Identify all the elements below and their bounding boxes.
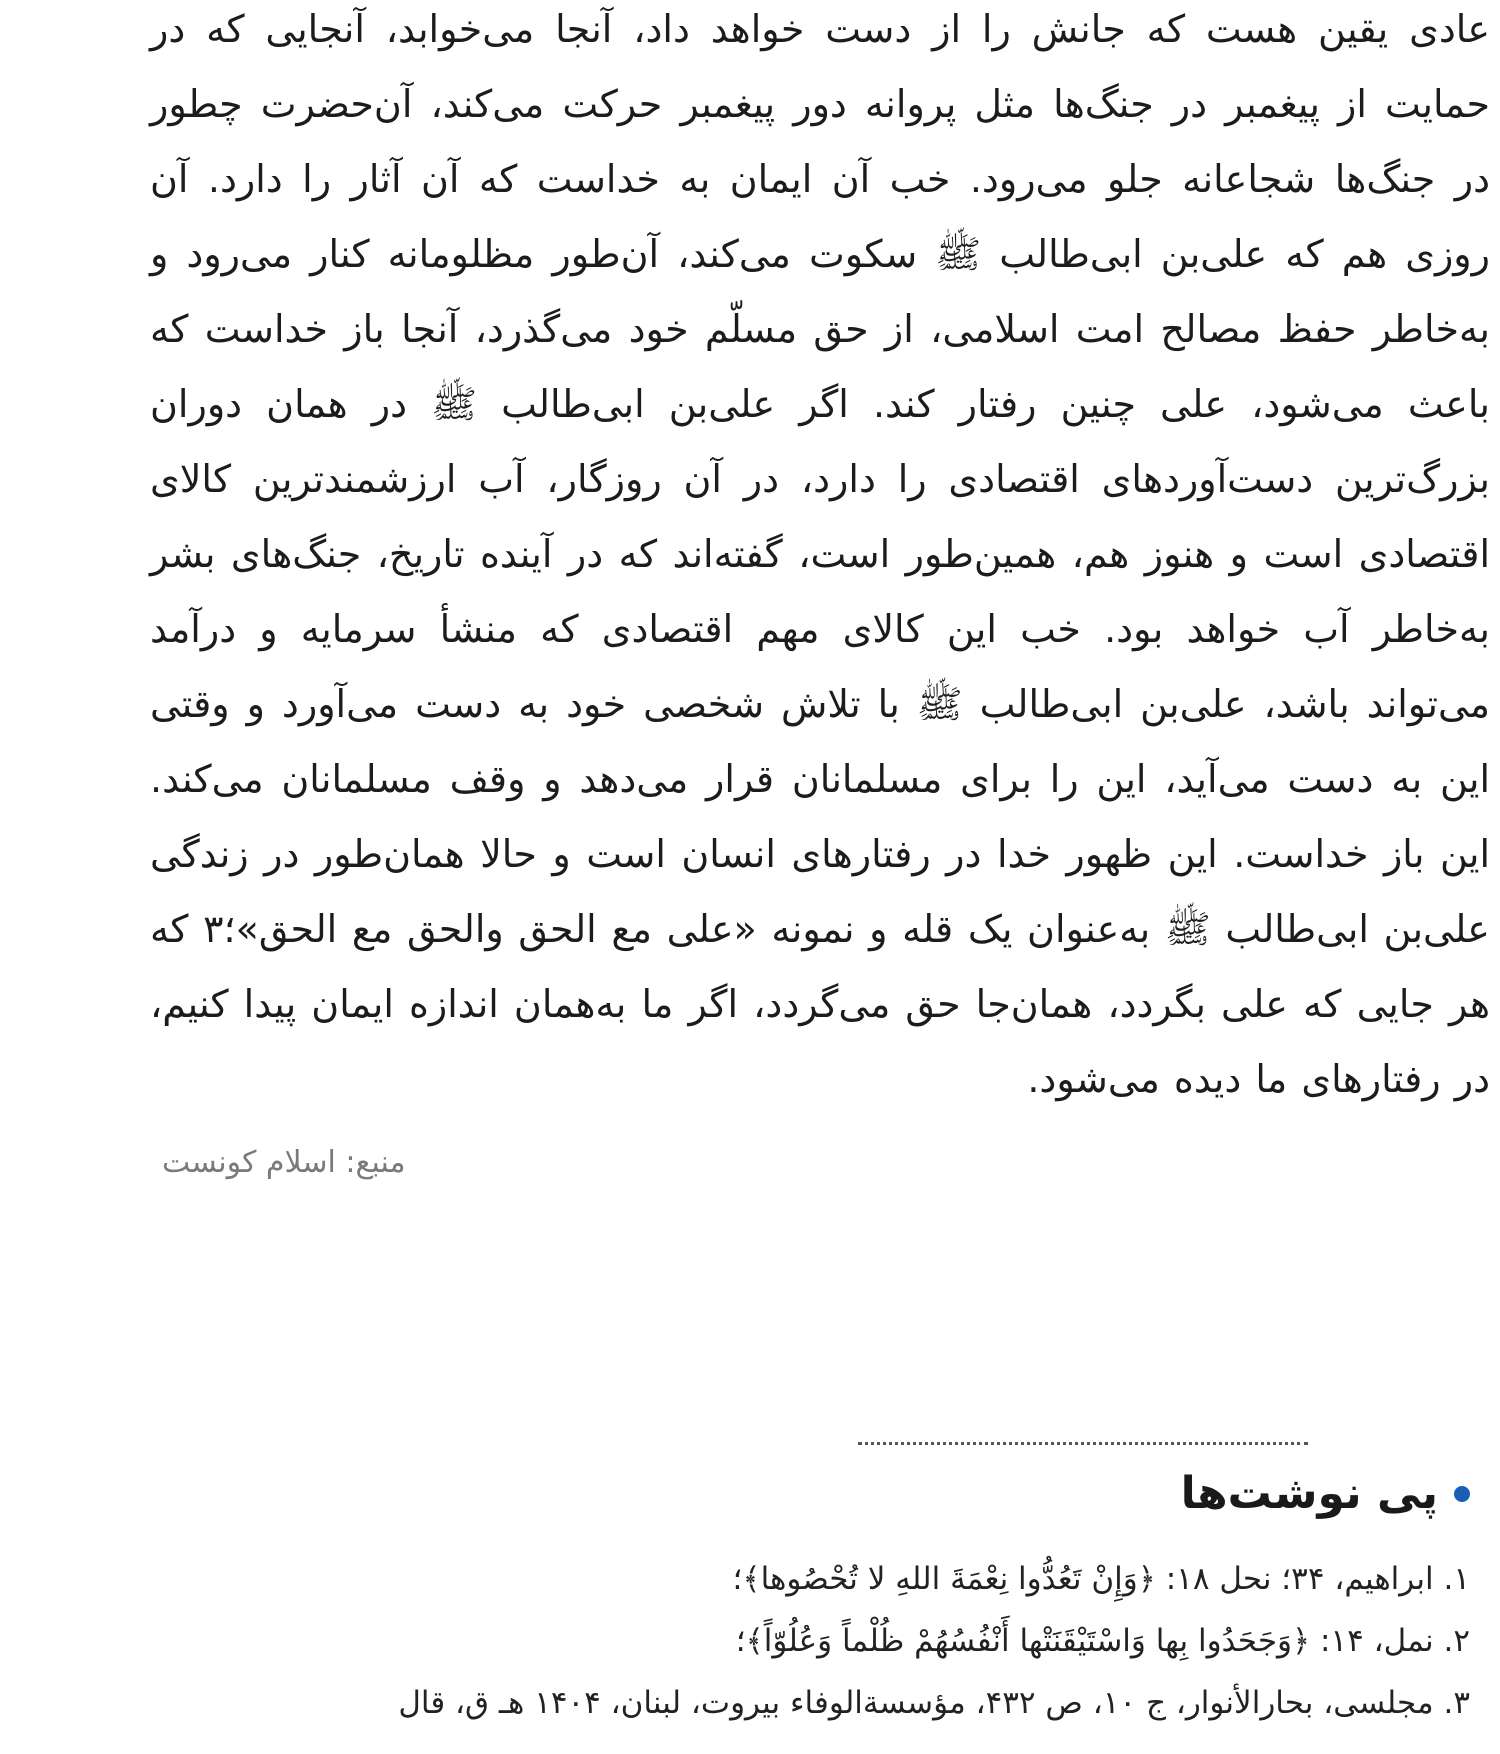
footnote-item: ٢. نمل، ١۴: ﴿وَجَحَدُوا بِها وَاسْتَيْقَنَتْها أَنْفُسُهُمْ ظُلْماً وَعُلُوّاً﴾؛ (735, 1623, 1470, 1659)
footnotes-heading (1181, 1468, 1470, 1519)
footnote-item: ٣. مجلسی، بحارالأنوار، ج ١٠، ص ۴٣٢، مؤسسة‌الوفاء بیروت، لبنان، ١۴٠۴ هـ ق، قال (398, 1685, 1470, 1721)
section-divider (858, 1442, 1308, 1445)
bullet-icon (1454, 1486, 1470, 1502)
source-line: منبع: اسلام کونست (162, 1145, 406, 1180)
footnotes-list (150, 1548, 1470, 1734)
footnote-item: ١. ابراهیم، ٣۴؛ نحل ١٨: ﴿وَإِنْ تَعُدُّوا نِعْمَةَ اللهِ لا تُحْصُوها﴾؛ (732, 1561, 1470, 1597)
footnotes-title: پی نوشت‌ها (1180, 1468, 1438, 1519)
article-body: عادی یقین هست که جانش را از دست خواهد داد، آنجا می‌خوابد، آنجایی که در حمایت از پیغمبر در جنگ‌ها مثل پروانه دور پیغمبر حرکت می‌کند، آن‌حضرت چطور در جنگ‌ها شجاعانه جلو می‌رود. خب آن ایمان به خداست که آن آثار را دارد. آن روزی هم که علی‌بن ابی‌طالب ﷺ سکوت می‌کند، آن‌طور مظلومانه کنار می‌رود و به‌خاطر حفظ مصالح امت اسلامی، از حق مسلّم خود می‌گذرد، آنجا باز خداست که باعث می‌شود، علی چنین رفتار کند. اگر علی‌بن ابی‌طالب ﷺ در همان دوران بزرگ‌ترین دست‌آوردهای اقتصادی را دارد، در آن روزگار، آب ارزشمندترین کالای اقتصادی است و هنوز هم، همین‌طور است، گفته‌اند که در آینده تاریخ، جنگ‌های بشر به‌خاطر آب خواهد بود. خب این کالای مهم اقتصادی که منشأ سرمایه و درآمد می‌تواند باشد، علی‌بن ابی‌طالب ﷺ با تلاش شخصی خود به دست می‌آورد و وقتی این به دست می‌آید، این را برای مسلمانان قرار می‌دهد و وقف مسلمانان می‌کند. این باز خداست. این ظهور خدا در رفتارهای انسان است و حالا همان‌طور در زندگی علی‌بن ابی‌طالب ﷺ به‌عنوان یک قله و نمونه «علی مع الحق والحق مع الحق»؛٣ که هر جایی که علی بگردد، همان‌جا حق می‌گردد، اگر ما به‌همان اندازه ایمان پیدا کنیم، در رفتارهای ما دیده می‌شود. (150, 7, 1490, 1101)
